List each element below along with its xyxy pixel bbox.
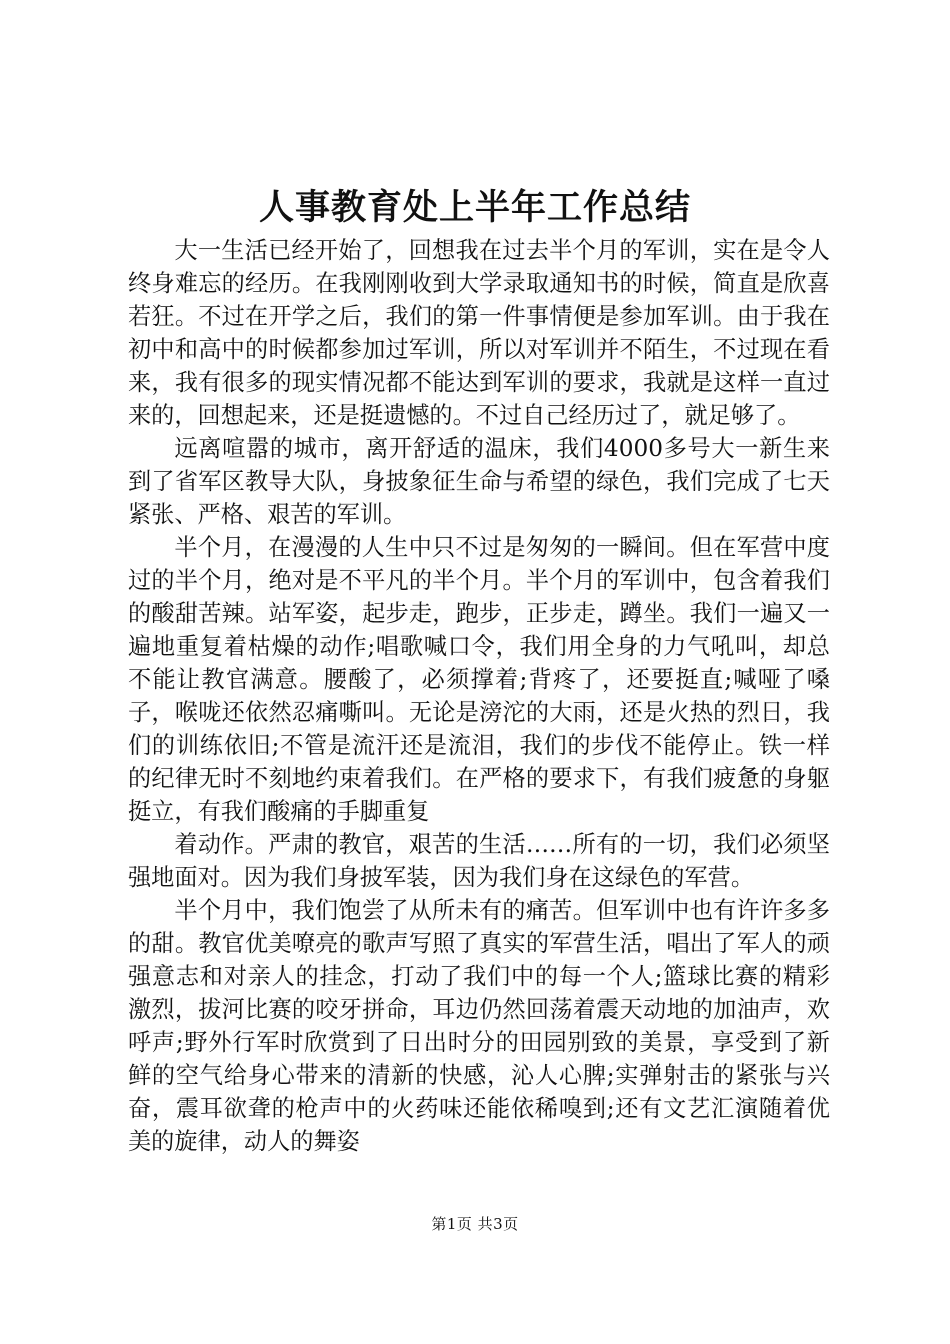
document-body xyxy=(128,234,830,1158)
paragraph-5: 半个月中，我们饱尝了从所未有的痛苦。但军训中也有许许多多的甜。教官优美嘹亮的歌声写照了真实的军营生活，唱出了军人的顽强意志和对亲人的挂念，打动了我们中的每一个人;篮球比赛的精彩激烈，拔河比赛的咬牙拼命，耳边仍然回荡着震天动地的加油声，欢呼声;野外行军时欣赏到了日出时分的田园别致的美景，享受到了新鲜的空气给身心带来的清新的快感，沁人心脾;实弹射击的紧张与兴奋，震耳欲聋的枪声中的火药味还能依稀嗅到;还有文艺汇演随着优美的旋律，动人的舞姿 xyxy=(128,897,830,1155)
paragraph-4: 着动作。严肃的教官，艰苦的生活……所有的一切，我们必须坚强地面对。因为我们身披军装，因为我们身在这绿色的军营。 xyxy=(128,831,830,891)
document-title: 人事教育处上半年工作总结 xyxy=(258,187,691,228)
paragraph-1: 大一生活已经开始了，回想我在过去半个月的军训，实在是令人终身难忘的经历。在我刚刚收到大学录取通知书的时候，简直是欣喜若狂。不过在开学之后，我们的第一件事情便是参加军训。由于我在初中和高中的时候都参加过军训，所以对军训并不陌生，不过现在看来，我有很多的现实情况都不能达到军训的要求，我就是这样一直过来的，回想起来，还是挺遗憾的。不过自己经历过了，就足够了。 xyxy=(128,237,830,429)
paragraph-2: 远离喧嚣的城市，离开舒适的温床，我们4000多号大一新生来到了省军区教导大队，身披象征生命与希望的绿色，我们完成了七天紧张、严格、艰苦的军训。 xyxy=(128,435,830,528)
paragraph-3: 半个月，在漫漫的人生中只不过是匆匆的一瞬间。但在军营中度过的半个月，绝对是不平凡的半个月。半个月的军训中，包含着我们的酸甜苦辣。站军姿，起步走，跑步，正步走，蹲坐。我们一遍又一遍地重复着枯燥的动作;唱歌喊口令，我们用全身的力气吼叫，却总不能让教官满意。腰酸了，必须撑着;背疼了，还要挺直;喊哑了嗓子，喉咙还依然忍痛嘶叫。无论是滂沱的大雨，还是火热的烈日，我们的训练依旧;不管是流汗还是流泪，我们的步伐不能停止。铁一样的纪律无时不刻地约束着我们。在严格的要求下，有我们疲惫的身躯挺立，有我们酸痛的手脚重复 xyxy=(128,534,830,825)
page-footer: 第1页 共3页 xyxy=(431,1215,519,1233)
